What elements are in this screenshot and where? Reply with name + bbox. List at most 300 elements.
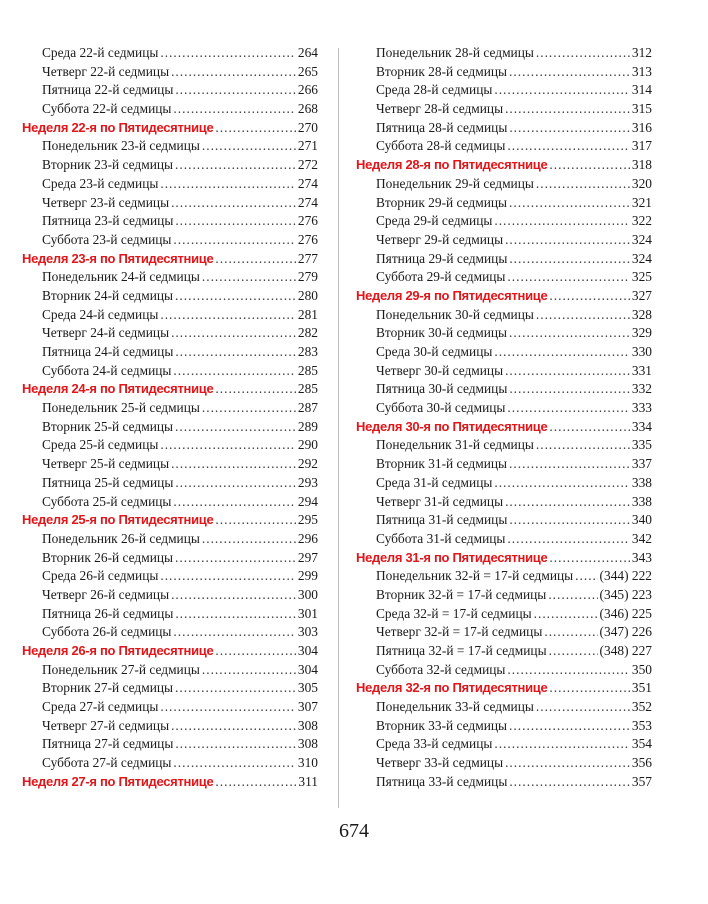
dot-leader [202, 661, 296, 680]
toc-entry [356, 493, 652, 512]
toc-entry [22, 698, 318, 717]
toc-entry [22, 81, 318, 100]
dot-leader [549, 642, 598, 661]
toc-entry-title: Пятница 28-й седмицы [376, 119, 508, 135]
toc-entry-title: Неделя 28-я по Пятидесятнице [356, 157, 548, 173]
toc-entry-page: 322 [631, 213, 652, 229]
dot-leader [575, 567, 597, 586]
toc-entry-title: Пятница 29-й седмицы [376, 250, 508, 266]
toc-entry-title: Среда 28-й седмицы [376, 82, 493, 98]
dot-leader [549, 287, 630, 306]
toc-entry-title: Вторник 31-й седмицы [376, 456, 508, 472]
toc-entry-page: 338 [631, 474, 652, 490]
toc-entry-page: 350 [631, 661, 652, 677]
toc-entry [22, 735, 318, 754]
toc-entry-page: 293 [297, 474, 318, 490]
toc-entry-page: 282 [297, 325, 318, 341]
page-number: 674 [339, 820, 369, 842]
toc-entry-title: Неделя 30-я по Пятидесятнице [356, 418, 548, 434]
dot-leader [215, 119, 296, 138]
toc-entry [22, 212, 318, 231]
toc-entry [356, 717, 652, 736]
dot-leader [160, 698, 296, 717]
toc-entry-title: Среда 31-й седмицы [376, 474, 493, 490]
toc-entry [356, 100, 652, 119]
toc-entry-page: 340 [631, 512, 652, 528]
toc-entry-title: Суббота 29-й седмицы [376, 269, 506, 285]
dot-leader [494, 81, 630, 100]
toc-entry-title: Среда 27-й седмицы [42, 699, 159, 715]
toc-entry-title: Понедельник 23-й седмицы [42, 138, 200, 154]
toc-entry [22, 586, 318, 605]
toc-entry-page: 335 [631, 437, 652, 453]
toc-entry [22, 362, 318, 381]
toc-entry-page: 351 [631, 680, 652, 696]
dot-leader [173, 231, 295, 250]
toc-entry-title: Понедельник 29-й седмицы [376, 175, 534, 191]
dot-leader [215, 511, 296, 530]
dot-leader [494, 212, 630, 231]
toc-entry-title: Вторник 32-й = 17-й седмицы [376, 586, 547, 602]
dot-leader [215, 773, 296, 792]
toc-entry [356, 698, 652, 717]
dot-leader [160, 567, 296, 586]
toc-entry-title: Четверг 22-й седмицы [42, 63, 170, 79]
toc-entry [356, 212, 652, 231]
dot-leader [505, 231, 630, 250]
toc-entry [356, 455, 652, 474]
toc-heading-entry [356, 418, 652, 437]
toc-entry-title: Пятница 31-й седмицы [376, 512, 508, 528]
toc-entry [356, 530, 652, 549]
toc-entry [22, 287, 318, 306]
toc-entry-page: 270 [297, 119, 318, 135]
toc-entry-title: Неделя 25-я по Пятидесятнице [22, 512, 214, 528]
toc-entry-page: 299 [297, 568, 318, 584]
toc-entry-page: 343 [631, 549, 652, 565]
toc-entry [22, 661, 318, 680]
toc-entry-title: Вторник 30-й седмицы [376, 325, 508, 341]
toc-entry-page: 320 [631, 175, 652, 191]
dot-leader [509, 194, 630, 213]
dot-leader [507, 661, 629, 680]
dot-leader [505, 362, 630, 381]
dot-leader [549, 679, 630, 698]
toc-entry-title: Среда 33-й седмицы [376, 736, 493, 752]
toc-entry [356, 661, 652, 680]
toc-entry-page: 285 [297, 362, 318, 378]
toc-entry-page: 265 [297, 63, 318, 79]
dot-leader [536, 44, 630, 63]
toc-entry [356, 511, 652, 530]
toc-entry [356, 735, 652, 754]
toc-entry-title: Понедельник 26-й седмицы [42, 530, 200, 546]
toc-entry-title: Вторник 29-й седмицы [376, 194, 508, 210]
toc-entry-page: 271 [297, 138, 318, 154]
dot-leader [202, 399, 296, 418]
dot-leader [509, 380, 630, 399]
dot-leader [509, 717, 630, 736]
toc-entry [356, 324, 652, 343]
dot-leader [505, 754, 630, 773]
toc-entry [356, 306, 652, 325]
dot-leader [171, 63, 296, 82]
toc-entry-page: 342 [631, 530, 652, 546]
toc-entry-title: Четверг 25-й седмицы [42, 456, 170, 472]
dot-leader [175, 156, 296, 175]
toc-entry-title: Среда 32-й = 17-й седмицы [376, 605, 532, 621]
toc-entry-page: 308 [297, 736, 318, 752]
toc-entry-title: Неделя 29-я по Пятидесятнице [356, 287, 548, 303]
toc-entry-page: 280 [297, 287, 318, 303]
dot-leader [494, 474, 630, 493]
toc-entry-title: Пятница 33-й седмицы [376, 773, 508, 789]
toc-entry-title: Среда 23-й седмицы [42, 175, 159, 191]
toc-entry-title: Вторник 25-й седмицы [42, 418, 174, 434]
toc-entry-title: Суббота 31-й седмицы [376, 530, 506, 546]
toc-entry-title: Понедельник 28-й седмицы [376, 45, 534, 60]
toc-entry-page: (348) 227 [599, 643, 652, 658]
toc-entry-title: Четверг 32-й = 17-й седмицы [376, 624, 543, 640]
toc-entry-title: Пятница 23-й седмицы [42, 213, 174, 229]
toc-entry [22, 343, 318, 362]
dot-leader [160, 175, 296, 194]
toc-entry-page: 274 [297, 194, 318, 210]
toc-entry-title: Пятница 30-й седмицы [376, 381, 508, 397]
toc-entry-page: 333 [631, 400, 652, 416]
toc-entry-title: Понедельник 32-й = 17-й седмицы [376, 568, 574, 584]
toc-entry-title: Среда 30-й седмицы [376, 344, 493, 359]
toc-entry-page: (344) 222 [599, 568, 652, 584]
dot-leader [509, 511, 630, 530]
toc-entry [22, 679, 318, 698]
toc-entry-page: 301 [297, 605, 318, 621]
toc-entry-title: Пятница 24-й седмицы [42, 344, 174, 359]
dot-leader [536, 436, 630, 455]
toc-heading-entry [356, 156, 652, 175]
toc-entry-title: Четверг 28-й седмицы [376, 101, 504, 117]
toc-entry-title: Четверг 31-й седмицы [376, 493, 504, 509]
toc-entry [356, 399, 652, 418]
toc-entry-title: Пятница 27-й седмицы [42, 736, 174, 752]
toc-entry-title: Четверг 30-й седмицы [376, 362, 504, 378]
toc-entry [22, 175, 318, 194]
toc-entry [22, 605, 318, 624]
toc-entry-page: 311 [298, 773, 318, 789]
toc-entry-title: Среда 26-й седмицы [42, 568, 159, 584]
toc-entry-title: Пятница 32-й = 17-й седмицы [376, 643, 547, 658]
dot-leader [202, 268, 296, 287]
toc-heading-entry [356, 679, 652, 698]
toc-entry [22, 63, 318, 82]
toc-entry-page: 276 [297, 213, 318, 229]
toc-entry [356, 773, 652, 792]
toc-entry-title: Понедельник 31-й седмицы [376, 437, 534, 453]
toc-left-column [22, 44, 318, 792]
toc-entry [22, 137, 318, 156]
toc-entry-page: 266 [297, 82, 318, 98]
dot-leader [202, 530, 296, 549]
toc-entry-page: 274 [297, 175, 318, 191]
dot-leader [173, 100, 295, 119]
toc-entry-title: Понедельник 33-й седмицы [376, 699, 534, 715]
toc-entry-page: 290 [297, 437, 318, 453]
toc-entry [356, 268, 652, 287]
toc-entry-page: 325 [631, 269, 652, 285]
toc-entry [356, 567, 652, 586]
toc-entry-title: Вторник 26-й седмицы [42, 549, 174, 565]
dot-leader [494, 343, 630, 362]
toc-entry-title: Пятница 26-й седмицы [42, 605, 174, 621]
toc-entry [22, 418, 318, 437]
toc-entry [22, 324, 318, 343]
dot-leader [509, 119, 630, 138]
toc-entry-page: 327 [631, 287, 652, 303]
toc-entry [356, 623, 652, 642]
toc-entry-page: 310 [297, 755, 318, 771]
toc-entry-page: 329 [631, 325, 652, 341]
dot-leader [175, 474, 296, 493]
dot-leader [534, 605, 598, 624]
toc-entry-title: Суббота 32-й седмицы [376, 661, 506, 677]
toc-entry-title: Четверг 26-й седмицы [42, 586, 170, 602]
toc-entry-page: 328 [631, 306, 652, 322]
toc-entry-page: (347) 226 [599, 624, 652, 640]
toc-entry-page: 295 [297, 512, 318, 528]
toc-entry [22, 44, 318, 63]
toc-entry-page: 337 [631, 456, 652, 472]
toc-entry-page: 313 [631, 63, 652, 79]
toc-entry-page: 297 [297, 549, 318, 565]
toc-entry-page: 281 [297, 306, 318, 322]
toc-entry [22, 306, 318, 325]
toc-entry-page: 264 [297, 45, 318, 60]
dot-leader [549, 549, 630, 568]
toc-entry-page: 352 [631, 699, 652, 715]
toc-entry-title: Среда 29-й седмицы [376, 213, 493, 229]
dot-leader [509, 63, 630, 82]
toc-entry [22, 399, 318, 418]
dot-leader [536, 306, 630, 325]
dot-leader [536, 175, 630, 194]
dot-leader [509, 250, 630, 269]
toc-entry-page: 283 [297, 344, 318, 359]
toc-entry [22, 493, 318, 512]
dot-leader [175, 549, 296, 568]
toc-entry-page: 304 [297, 661, 318, 677]
dot-leader [175, 605, 296, 624]
toc-entry-page: 304 [297, 643, 318, 658]
toc-entry [22, 474, 318, 493]
dot-leader [173, 362, 295, 381]
dot-leader [215, 380, 296, 399]
dot-leader [171, 586, 296, 605]
toc-entry-title: Четверг 29-й седмицы [376, 231, 504, 247]
toc-entry [22, 156, 318, 175]
dot-leader [173, 623, 295, 642]
dot-leader [175, 735, 296, 754]
dot-leader [507, 530, 629, 549]
toc-entry-title: Неделя 24-я по Пятидесятнице [22, 381, 214, 397]
toc-entry-title: Неделя 27-я по Пятидесятнице [22, 773, 214, 789]
toc-entry-page: 321 [631, 194, 652, 210]
toc-entry-page: 353 [631, 717, 652, 733]
toc-entry [22, 231, 318, 250]
toc-entry-page: 292 [297, 456, 318, 472]
toc-heading-entry [22, 380, 318, 399]
toc-entry-page: 268 [297, 101, 318, 117]
toc-entry [22, 567, 318, 586]
dot-leader [175, 343, 296, 362]
toc-entry-title: Пятница 22-й седмицы [42, 82, 174, 98]
toc-heading-entry [356, 287, 652, 306]
toc-entry-title: Пятница 25-й седмицы [42, 474, 174, 490]
toc-entry-page: 331 [631, 362, 652, 378]
dot-leader [549, 418, 630, 437]
toc-entry-page: 285 [297, 381, 318, 397]
toc-entry-title: Неделя 22-я по Пятидесятнице [22, 119, 214, 135]
toc-entry-title: Суббота 25-й седмицы [42, 493, 172, 509]
toc-entry-page: 276 [297, 231, 318, 247]
toc-entry-page: 277 [297, 250, 318, 266]
dot-leader [171, 194, 296, 213]
dot-leader [171, 455, 296, 474]
dot-leader [548, 586, 597, 605]
toc-entry-title: Четверг 24-й седмицы [42, 325, 170, 341]
toc-entry [22, 549, 318, 568]
dot-leader [215, 250, 296, 269]
dot-leader [505, 100, 630, 119]
toc-entry [356, 137, 652, 156]
toc-entry [356, 642, 652, 661]
toc-entry [356, 436, 652, 455]
toc-entry [356, 362, 652, 381]
dot-leader [507, 137, 629, 156]
toc-entry [356, 194, 652, 213]
toc-entry-title: Суббота 23-й седмицы [42, 231, 172, 247]
toc-entry [356, 63, 652, 82]
toc-entry [22, 194, 318, 213]
toc-entry-page: 300 [297, 586, 318, 602]
toc-entry-page: 330 [631, 344, 652, 359]
toc-entry-title: Суббота 26-й седмицы [42, 624, 172, 640]
toc-entry [356, 231, 652, 250]
dot-leader [171, 717, 296, 736]
toc-entry-title: Понедельник 30-й седмицы [376, 306, 534, 322]
toc-right-column [356, 44, 652, 792]
dot-leader [160, 44, 296, 63]
toc-entry [356, 380, 652, 399]
toc-entry-page: 279 [297, 269, 318, 285]
toc-heading-entry [22, 773, 318, 792]
toc-entry-title: Вторник 23-й седмицы [42, 157, 174, 173]
toc-entry-title: Суббота 28-й седмицы [376, 138, 506, 154]
dot-leader [509, 455, 630, 474]
dot-leader [175, 287, 296, 306]
dot-leader [507, 268, 629, 287]
toc-entry [22, 455, 318, 474]
dot-leader [494, 735, 630, 754]
toc-entry [356, 474, 652, 493]
toc-entry-page: 289 [297, 418, 318, 434]
toc-entry [22, 623, 318, 642]
toc-entry-page: 296 [297, 530, 318, 546]
toc-entry-title: Понедельник 24-й седмицы [42, 269, 200, 285]
toc-entry-page: 334 [631, 418, 652, 434]
dot-leader [215, 642, 296, 661]
toc-entry-page: 324 [631, 250, 652, 266]
toc-entry [356, 586, 652, 605]
toc-entry-page: 356 [631, 755, 652, 771]
toc-entry-page: (345) 223 [599, 586, 652, 602]
toc-entry-page: 312 [631, 45, 652, 60]
toc-entry [22, 530, 318, 549]
column-divider [338, 48, 339, 808]
toc-entry-title: Неделя 23-я по Пятидесятнице [22, 250, 214, 266]
toc-entry [356, 81, 652, 100]
toc-entry-page: 332 [631, 381, 652, 397]
toc-entry-page: 287 [297, 400, 318, 416]
dot-leader [536, 698, 630, 717]
toc-heading-entry [356, 549, 652, 568]
toc-entry-title: Суббота 22-й седмицы [42, 101, 172, 117]
toc-entry-title: Среда 24-й седмицы [42, 306, 159, 322]
toc-entry [356, 44, 652, 63]
toc-heading-entry [22, 119, 318, 138]
toc-entry-title: Четверг 27-й седмицы [42, 717, 170, 733]
dot-leader [202, 137, 296, 156]
toc-entry-title: Среда 22-й седмицы [42, 45, 159, 60]
toc-entry [22, 717, 318, 736]
toc-entry-page: 324 [631, 231, 652, 247]
toc-entry-title: Среда 25-й седмицы [42, 437, 159, 453]
toc-entry [356, 343, 652, 362]
toc-heading-entry [22, 250, 318, 269]
toc-entry-title: Четверг 23-й седмицы [42, 194, 170, 210]
dot-leader [549, 156, 630, 175]
toc-entry-page: 318 [631, 157, 652, 173]
toc-entry [356, 605, 652, 624]
dot-leader [160, 306, 296, 325]
toc-entry-page: 315 [631, 101, 652, 117]
toc-entry-page: 272 [297, 157, 318, 173]
toc-entry-page: (346) 225 [599, 605, 652, 621]
toc-entry [356, 119, 652, 138]
dot-leader [175, 81, 296, 100]
dot-leader [175, 212, 296, 231]
toc-entry-title: Вторник 27-й седмицы [42, 680, 174, 696]
toc-entry-page: 354 [631, 736, 652, 752]
toc-heading-entry [22, 642, 318, 661]
toc-entry [356, 250, 652, 269]
dot-leader [171, 324, 296, 343]
toc-entry-page: 308 [297, 717, 318, 733]
toc-entry-page: 357 [631, 773, 652, 789]
dot-leader [175, 418, 296, 437]
toc-entry-title: Вторник 28-й седмицы [376, 63, 508, 79]
toc-heading-entry [22, 511, 318, 530]
toc-entry-page: 314 [631, 82, 652, 98]
toc-entry-title: Неделя 26-я по Пятидесятнице [22, 643, 214, 658]
toc-entry-title: Неделя 32-я по Пятидесятнице [356, 680, 548, 696]
toc-entry [356, 175, 652, 194]
toc-entry-title: Понедельник 25-й седмицы [42, 400, 200, 416]
toc-entry [22, 436, 318, 455]
toc-entry-page: 307 [297, 699, 318, 715]
toc-entry-title: Вторник 24-й седмицы [42, 287, 174, 303]
toc-entry-title: Понедельник 27-й седмицы [42, 661, 200, 677]
toc-entry [356, 754, 652, 773]
